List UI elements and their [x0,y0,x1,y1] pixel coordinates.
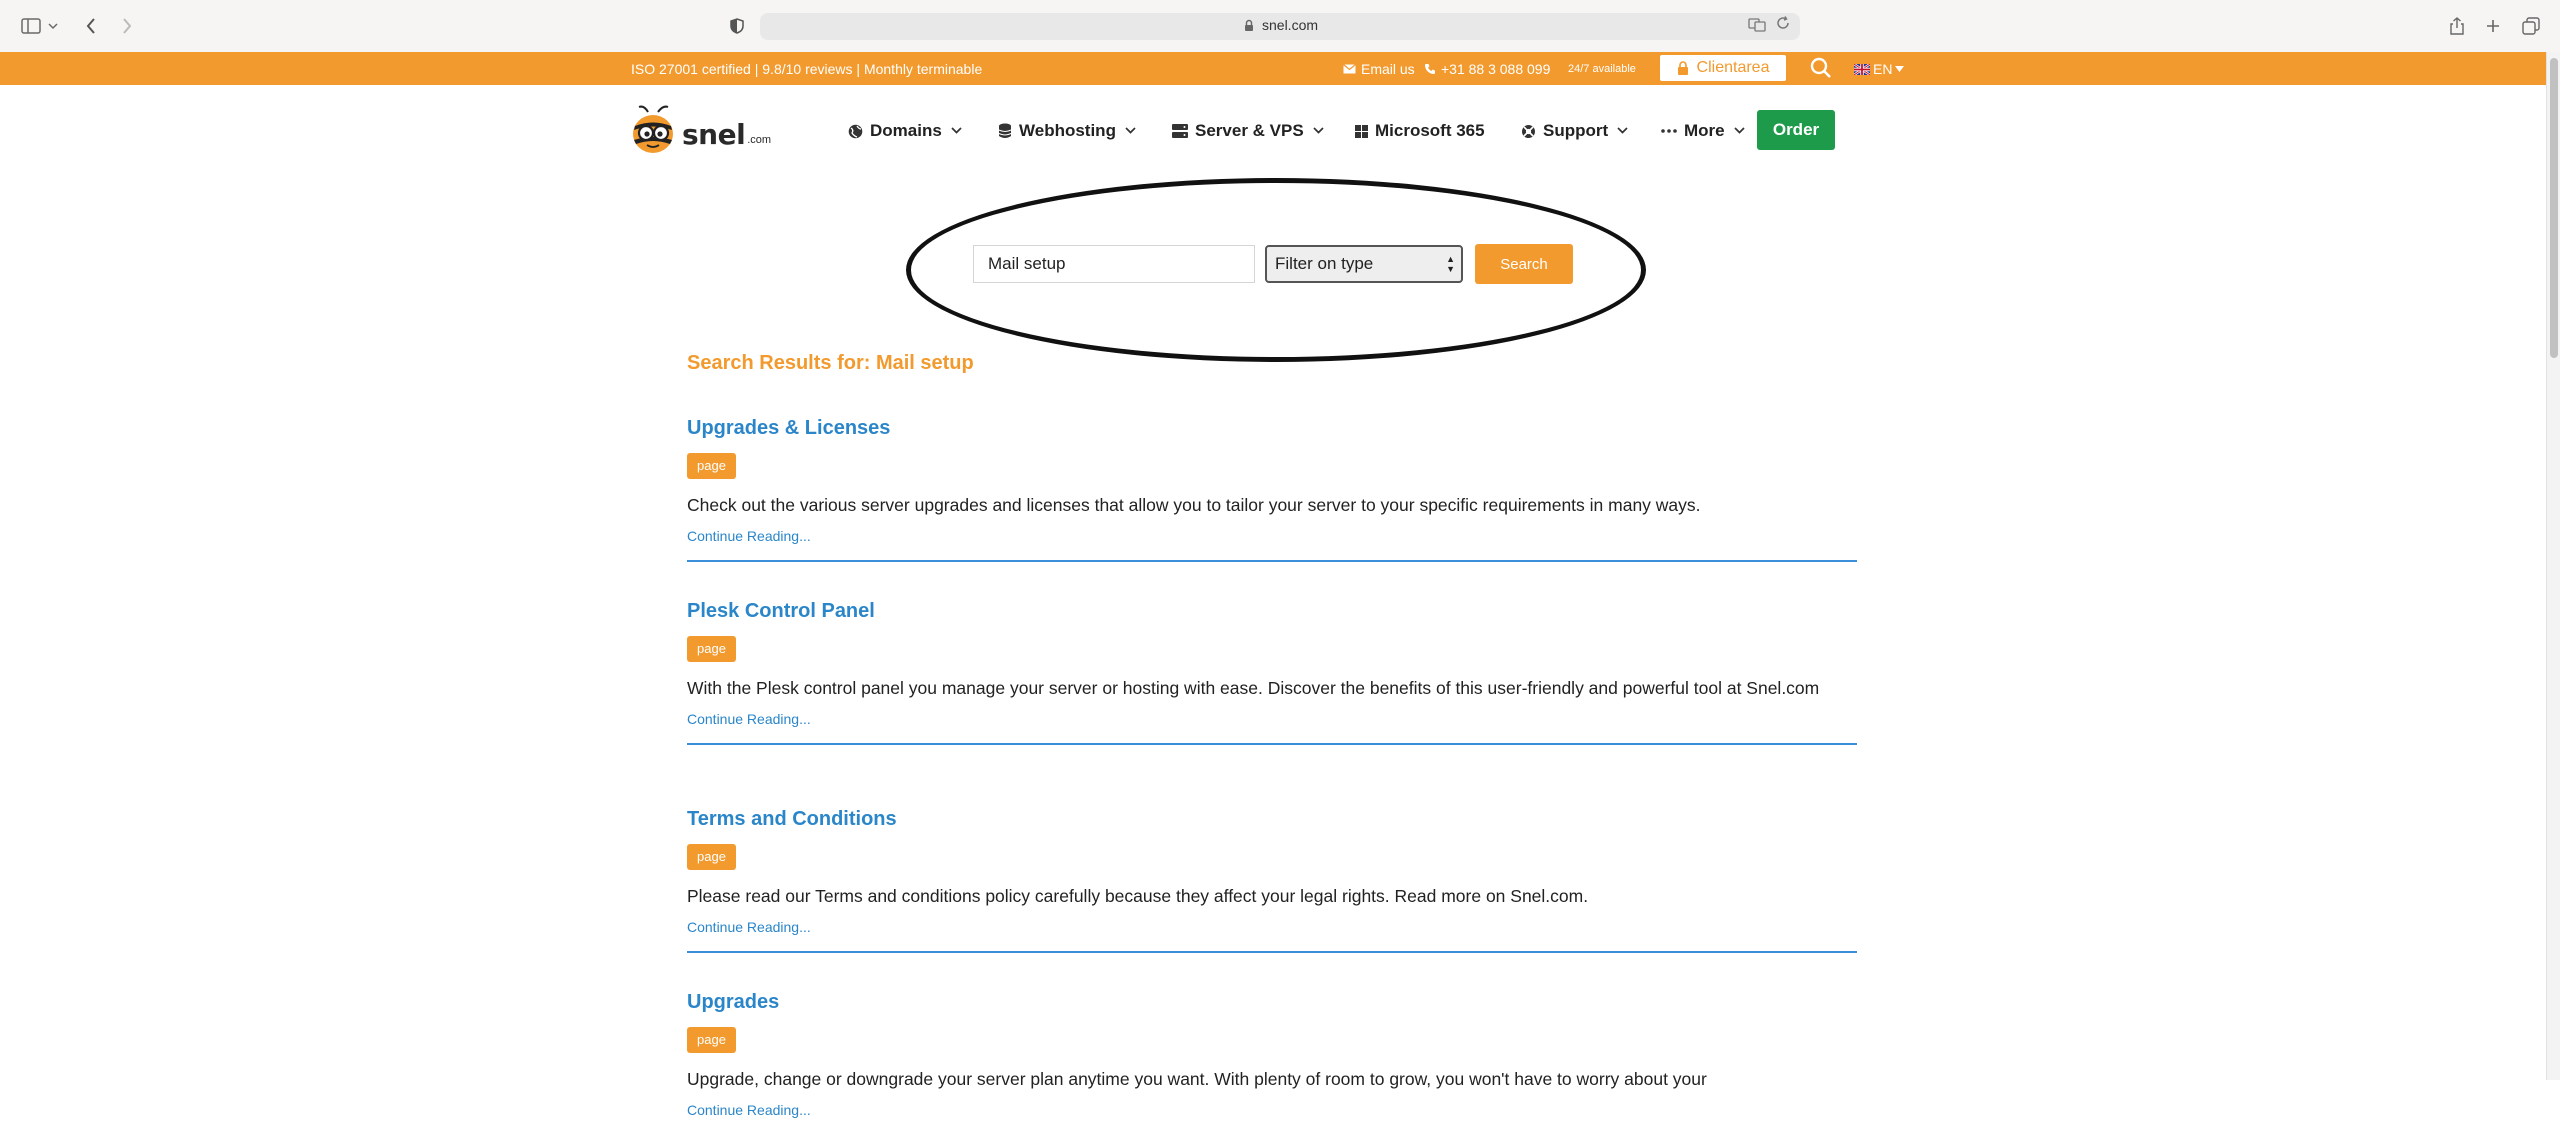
nav-server-vps[interactable] [1172,121,1324,141]
nav-more-label: More [1684,121,1725,140]
phone-link[interactable] [1424,61,1550,77]
result-type-badge: page [687,1027,736,1053]
chevron-down-icon [1734,125,1745,137]
result-title-link[interactable]: Upgrades & Licenses [687,417,891,439]
select-arrows-icon: ▲ ▼ [1446,254,1455,274]
bee-mascot-icon [630,104,678,154]
windows-icon [1355,125,1368,138]
caret-down-icon [1895,66,1904,72]
filter-type-select[interactable] [1265,245,1463,283]
nav-domains[interactable] [848,121,962,141]
new-tab-icon[interactable] [2480,13,2506,39]
phone-icon [1424,63,1436,75]
tab-overview-icon[interactable] [2518,13,2544,39]
tagline: ISO 27001 certified | 9.8/10 reviews | Monthly terminable [631,61,983,77]
result-item [687,991,1857,1134]
nav-microsoft-label: Microsoft 365 [1375,121,1485,140]
results-heading: Search Results for: Mail setup [687,352,974,374]
email-link[interactable] [1343,61,1415,77]
page-scrollbar[interactable] [2546,52,2560,1080]
nav-server-vps-label: Server & VPS [1195,121,1304,140]
site-logo[interactable] [630,104,771,154]
language-selector[interactable] [1854,61,1904,77]
share-icon[interactable] [2444,13,2470,39]
result-type-badge: page [687,844,736,870]
chevron-down-icon [1617,125,1628,137]
scrollbar-thumb[interactable] [2550,58,2558,358]
result-item [687,808,1857,953]
continue-reading-link[interactable]: Continue Reading... [687,919,811,935]
search-icon[interactable] [1810,57,1832,84]
filter-type-label: Filter on type [1275,254,1374,273]
result-item [687,600,1857,745]
lock-icon [1677,61,1689,76]
nav-webhosting-label: Webhosting [1019,121,1116,140]
ellipsis-icon [1661,129,1677,133]
brand-tld: .com [747,134,772,146]
server-icon [1172,124,1188,138]
language-label: EN [1873,61,1893,77]
result-description: Upgrade, change or downgrade your server plan anytime you want. With plenty of room to grow, you won't have to worry about your [687,1069,1707,1089]
privacy-shield-icon[interactable] [724,13,750,39]
result-description: Check out the various server upgrades and licenses that allow you to tailor your server to your specific requirements in many ways. [687,495,1701,515]
nav-more[interactable] [1661,121,1745,141]
continue-reading-link[interactable]: Continue Reading... [687,528,811,544]
nav-domains-label: Domains [870,121,942,140]
nav-support[interactable] [1521,121,1628,141]
chevron-down-icon [1125,125,1136,137]
continue-reading-link[interactable]: Continue Reading... [687,711,811,727]
result-description: Please read our Terms and conditions policy carefully because they affect your legal rights. Read more on Snel.com. [687,886,1589,906]
result-item [687,417,1857,562]
brand-name: snel [682,118,746,151]
chevron-down-icon [951,125,962,137]
search-button[interactable]: Search [1475,244,1573,284]
back-icon[interactable] [78,13,104,39]
globe-icon [848,124,863,139]
result-title-link[interactable]: Terms and Conditions [687,808,897,830]
phone-number: +31 88 3 088 099 [1441,61,1551,77]
uk-flag-icon [1854,64,1870,75]
lifebuoy-icon [1521,124,1536,139]
clientarea-button[interactable] [1660,55,1786,81]
forward-icon[interactable] [114,13,140,39]
url-text: snel.com [1262,17,1319,33]
address-bar[interactable] [760,13,1800,40]
result-title-link[interactable]: Plesk Control Panel [687,600,875,622]
result-type-badge: page [687,636,736,662]
search-input[interactable]: Mail setup [973,245,1255,283]
result-type-badge: page [687,453,736,479]
result-title-link[interactable]: Upgrades [687,991,780,1013]
result-description: With the Plesk control panel you manage your server or hosting with ease. Discover the benefits of this user-friendly and powerful tool at Snel.com [687,678,1820,698]
translate-icon[interactable] [1748,18,1766,35]
email-label: Email us [1361,61,1415,77]
browser-toolbar [0,0,2560,53]
clientarea-label: Clientarea [1696,59,1770,76]
continue-reading-link[interactable]: Continue Reading... [687,1102,811,1118]
top-info-bar [0,52,2546,85]
chevron-down-icon[interactable] [46,13,60,39]
order-button[interactable]: Order [1757,110,1835,150]
database-icon [998,123,1012,139]
availability-text: 24/7 available [1568,63,1636,75]
chevron-down-icon [1313,125,1324,137]
nav-microsoft-365[interactable] [1355,121,1485,141]
nav-support-label: Support [1543,121,1609,140]
sidebar-toggle-icon[interactable] [18,13,44,39]
lock-icon [1244,19,1254,37]
nav-webhosting[interactable] [998,121,1136,141]
reload-icon[interactable] [1776,16,1790,34]
envelope-icon [1343,64,1356,74]
